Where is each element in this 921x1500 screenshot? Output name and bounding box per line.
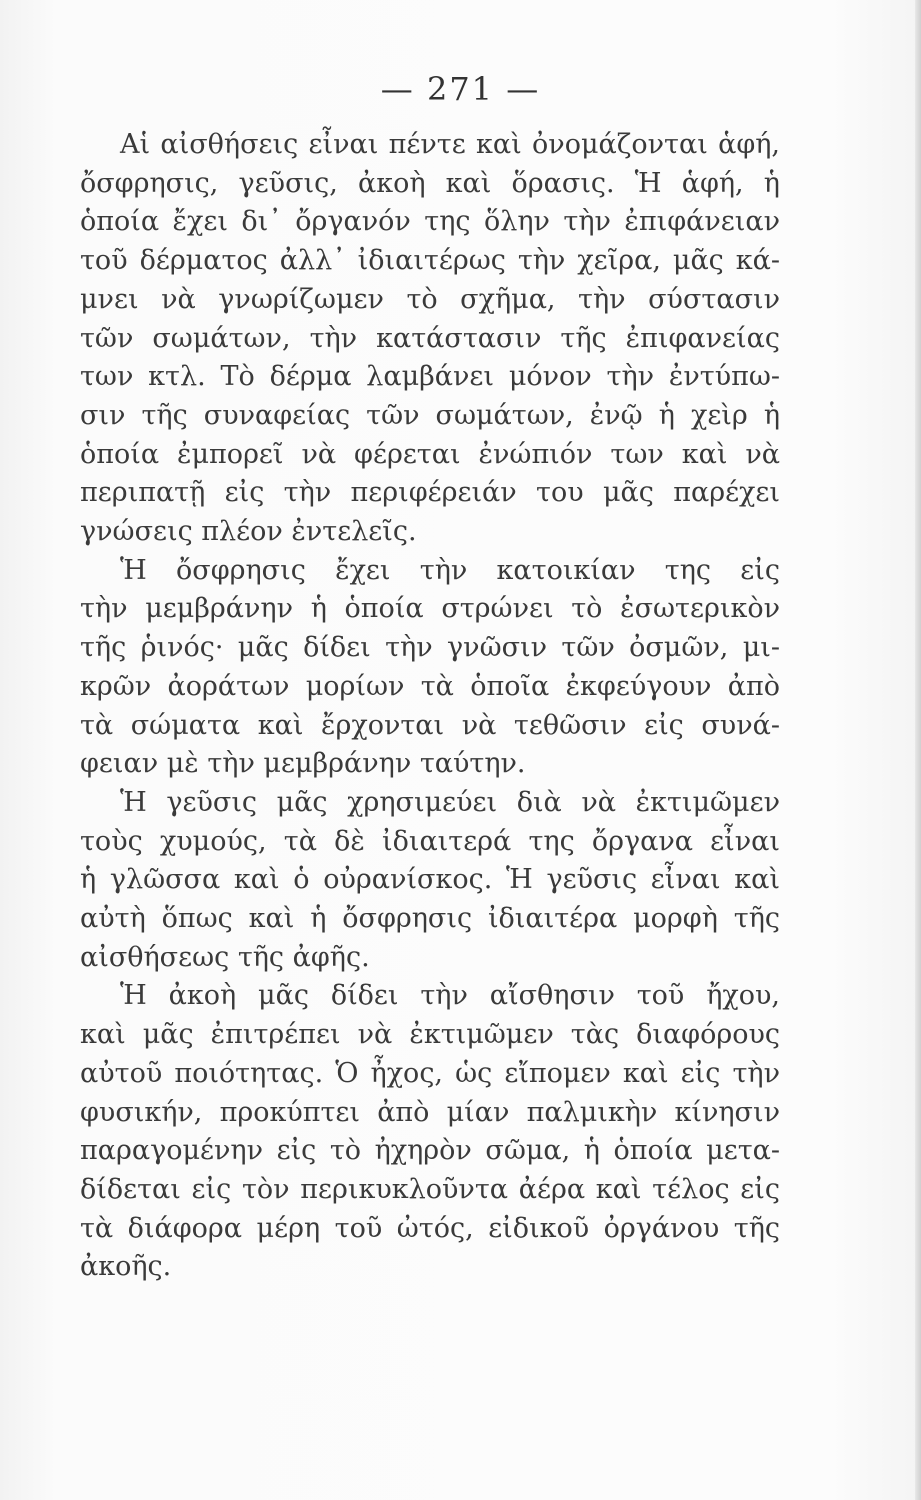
- text-line: ὄσφρησις, γεῦσις, ἀκοὴ καὶ ὅρασις. Ἡ ἁφή, ἡ: [80, 167, 780, 199]
- text-line: τοὺς χυμούς, τὰ δὲ ἰδιαιτερά της ὄργανα εἶναι: [80, 825, 780, 857]
- text-line: Ἡ γεῦσις μᾶς χρησιμεύει διὰ νὰ ἐκτιμῶμεν: [120, 786, 780, 818]
- text-line: παραγομένην εἰς τὸ ἠχηρὸν σῶμα, ἡ ὁποία μετα-: [80, 1135, 780, 1167]
- text-line: τὴν μεμβράνην ἡ ὁποία στρώνει τὸ ἐσωτερικὸν: [80, 593, 780, 625]
- body-text: [80, 126, 780, 1287]
- text-line: τὰ διάφορα μέρη τοῦ ὠτός, εἰδικοῦ ὀργάνου τῆς: [80, 1212, 780, 1244]
- text-line: ὁποία ἐμπορεῖ νὰ φέρεται ἐνώπιόν των καὶ νὰ: [80, 438, 780, 470]
- text-line: ἡ γλῶσσα καὶ ὁ οὐρανίσκος. Ἡ γεῦσις εἶναι καὶ: [80, 864, 780, 896]
- text-line: των κτλ. Τὸ δέρμα λαμβάνει μόνον τὴν ἐντύπω-: [80, 361, 780, 393]
- text-line: τὰ σώματα καὶ ἔρχονται νὰ τεθῶσιν εἰς συνά-: [80, 709, 780, 741]
- text-line: καὶ μᾶς ἐπιτρέπει νὰ ἐκτιμῶμεν τὰς διαφόρους: [80, 1019, 780, 1051]
- text-line: γνώσεις πλέον ἐντελεῖς.: [80, 516, 417, 548]
- text-line: δίδεται εἰς τὸν περικυκλοῦντα ἀέρα καὶ τέλος εἰς: [80, 1173, 780, 1205]
- text-line: κρῶν ἀοράτων μορίων τὰ ὁποῖα ἐκφεύγουν ἀπὸ: [80, 670, 780, 702]
- page-number: — 271 —: [380, 70, 541, 108]
- text-line: ἀκοῆς.: [80, 1251, 172, 1283]
- text-line: αἰσθήσεως τῆς ἀφῆς.: [80, 941, 370, 973]
- text-line: αὐτὴ ὅπως καὶ ἡ ὄσφρησις ἰδιαιτέρα μορφὴ τῆς: [80, 903, 780, 935]
- text-line: αὐτοῦ ποιότητας. Ὁ ἦχος, ὡς εἴπομεν καὶ εἰς τὴν: [80, 1057, 780, 1089]
- page-edge: [915, 0, 921, 1500]
- text-line: μνει νὰ γνωρίζωμεν τὸ σχῆμα, τὴν σύστασιν: [80, 283, 780, 315]
- text-line: περιπατῇ εἰς τὴν περιφέρειάν του μᾶς παρέχει: [80, 477, 780, 509]
- text-line: Ἡ ἀκοὴ μᾶς δίδει τὴν αἴσθησιν τοῦ ἤχου,: [120, 980, 780, 1012]
- text-line: τοῦ δέρματος ἀλλ᾽ ἰδιαιτέρως τὴν χεῖρα, μᾶς κά-: [80, 245, 780, 277]
- text-line: τῆς ῥινός· μᾶς δίδει τὴν γνῶσιν τῶν ὀσμῶν, μι-: [80, 632, 780, 664]
- text-line: φυσικήν, προκύπτει ἀπὸ μίαν παλμικὴν κίνησιν: [80, 1096, 780, 1128]
- text-line: ὁποία ἔχει δι᾽ ὄργανόν της ὅλην τὴν ἐπιφάνειαν: [80, 206, 780, 238]
- text-line: φειαν μὲ τὴν μεμβράνην ταύτην.: [80, 748, 526, 780]
- text-line: τῶν σωμάτων, τὴν κατάστασιν τῆς ἐπιφανείας: [80, 322, 780, 354]
- text-line: Αἱ αἰσθήσεις εἶναι πέντε καὶ ὀνομάζονται ἁφή,: [120, 129, 780, 160]
- text-line: Ἡ ὄσφρησις ἔχει τὴν κατοικίαν της εἰς: [120, 554, 780, 586]
- text-line: σιν τῆς συναφείας τῶν σωμάτων, ἐνῷ ἡ χεὶρ ἡ: [80, 399, 780, 431]
